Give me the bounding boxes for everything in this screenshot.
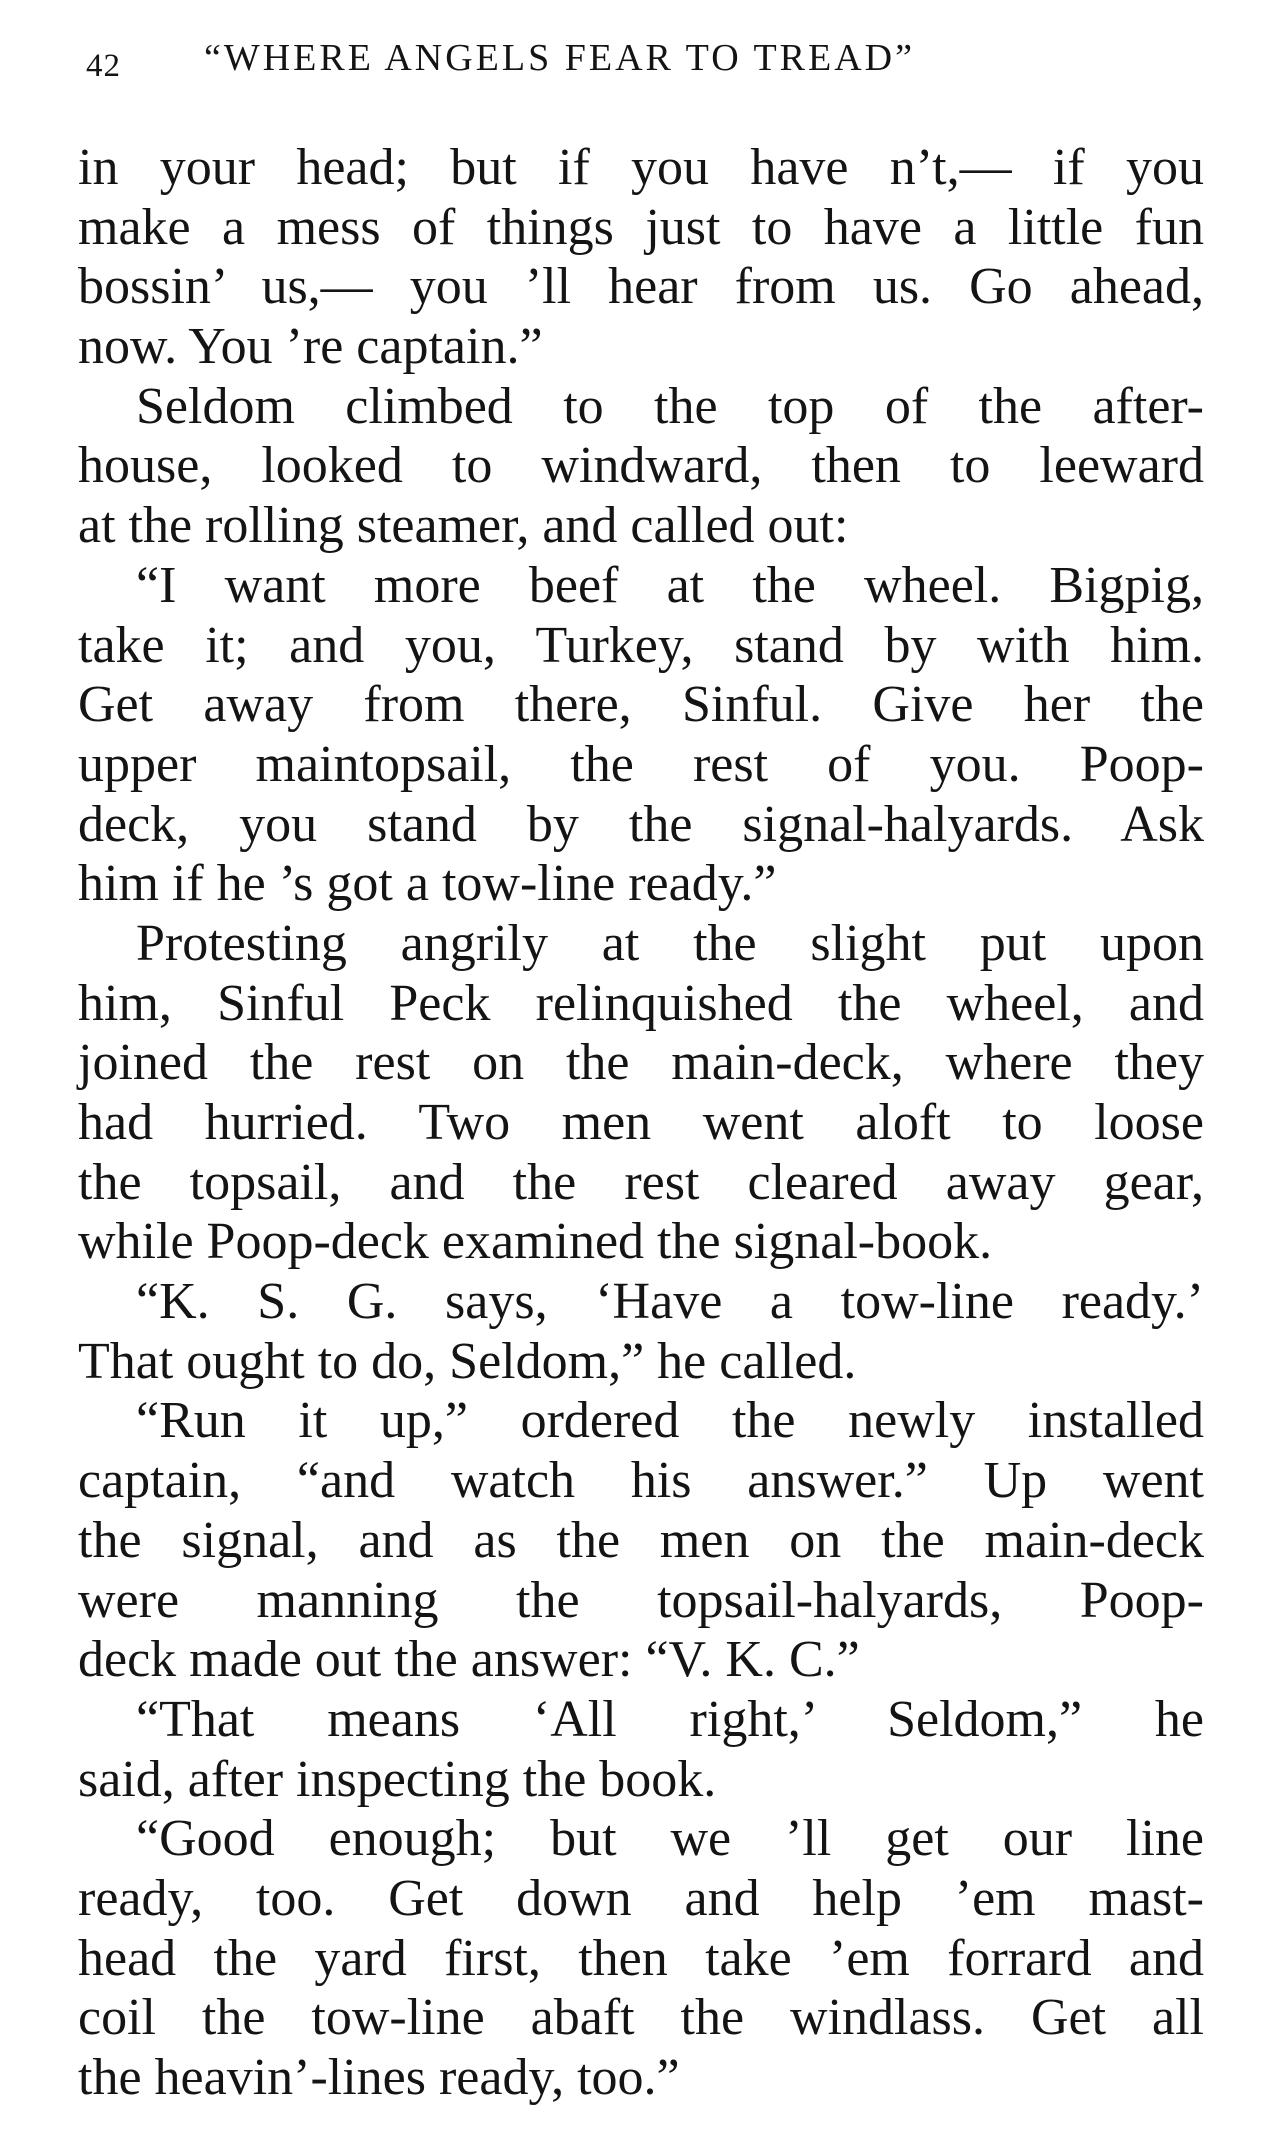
- text-line: head the yard first, then take ’em forrard and: [78, 1929, 1204, 1987]
- body-text: [78, 138, 1204, 2108]
- text-line: now. You ’re captain.”: [78, 318, 543, 376]
- text-line: said, after inspecting the book.: [78, 1750, 717, 1808]
- text-line: Seldom climbed to the top of the after-: [136, 377, 1204, 435]
- page-number: 42: [86, 48, 121, 84]
- text-line: That ought to do, Seldom,” he called.: [78, 1332, 857, 1390]
- text-line: “Good enough; but we ’ll get our line: [136, 1810, 1204, 1868]
- text-line: ready, too. Get down and help ’em mast-: [78, 1869, 1204, 1927]
- text-line: deck, you stand by the signal-halyards. Ask: [78, 795, 1204, 853]
- text-line: joined the rest on the main-deck, where they: [78, 1034, 1204, 1092]
- text-line: bossin’ us,— you ’ll hear from us. Go ahead,: [78, 258, 1204, 316]
- text-line: the signal, and as the men on the main-deck: [78, 1511, 1204, 1569]
- text-line: Get away from there, Sinful. Give her the: [78, 676, 1204, 734]
- text-line: while Poop-deck examined the signal-book.: [78, 1213, 993, 1271]
- text-line: “That means ‘All right,’ Seldom,” he: [136, 1690, 1204, 1748]
- page-header: [78, 36, 1228, 86]
- text-line: captain, “and watch his answer.” Up went: [78, 1452, 1204, 1510]
- text-line: at the rolling steamer, and called out:: [78, 497, 849, 555]
- text-line: upper maintopsail, the rest of you. Poop-: [78, 735, 1204, 793]
- text-line: had hurried. Two men went aloft to loose: [78, 1094, 1204, 1151]
- text-line: make a mess of things just to have a little fun: [78, 198, 1204, 256]
- text-line: “K. S. G. says, ‘Have a tow-line ready.’: [136, 1273, 1204, 1331]
- text-line: in your head; but if you have n’t,— if you: [78, 139, 1204, 196]
- text-line: the heavin’-lines ready, too.”: [78, 2049, 680, 2106]
- running-head: “WHERE ANGELS FEAR TO TREAD”: [204, 37, 915, 79]
- text-line: “I want more beef at the wheel. Bigpig,: [136, 556, 1204, 614]
- text-line: were manning the topsail-halyards, Poop-: [78, 1571, 1204, 1629]
- text-line: Protesting angrily at the slight put upon: [136, 914, 1204, 972]
- text-line: “Run it up,” ordered the newly installed: [136, 1392, 1204, 1450]
- text-line: the topsail, and the rest cleared away gear,: [78, 1153, 1204, 1211]
- text-line: him, Sinful Peck relinquished the wheel, and: [78, 974, 1204, 1032]
- text-line: house, looked to windward, then to leeward: [78, 437, 1204, 495]
- text-line: deck made out the answer: “V. K. C.”: [78, 1631, 860, 1689]
- text-line: him if he ’s got a tow-line ready.”: [78, 855, 777, 913]
- text-line: take it; and you, Turkey, stand by with him.: [78, 616, 1204, 674]
- text-line: coil the tow-line abaft the windlass. Get all: [78, 1989, 1204, 2047]
